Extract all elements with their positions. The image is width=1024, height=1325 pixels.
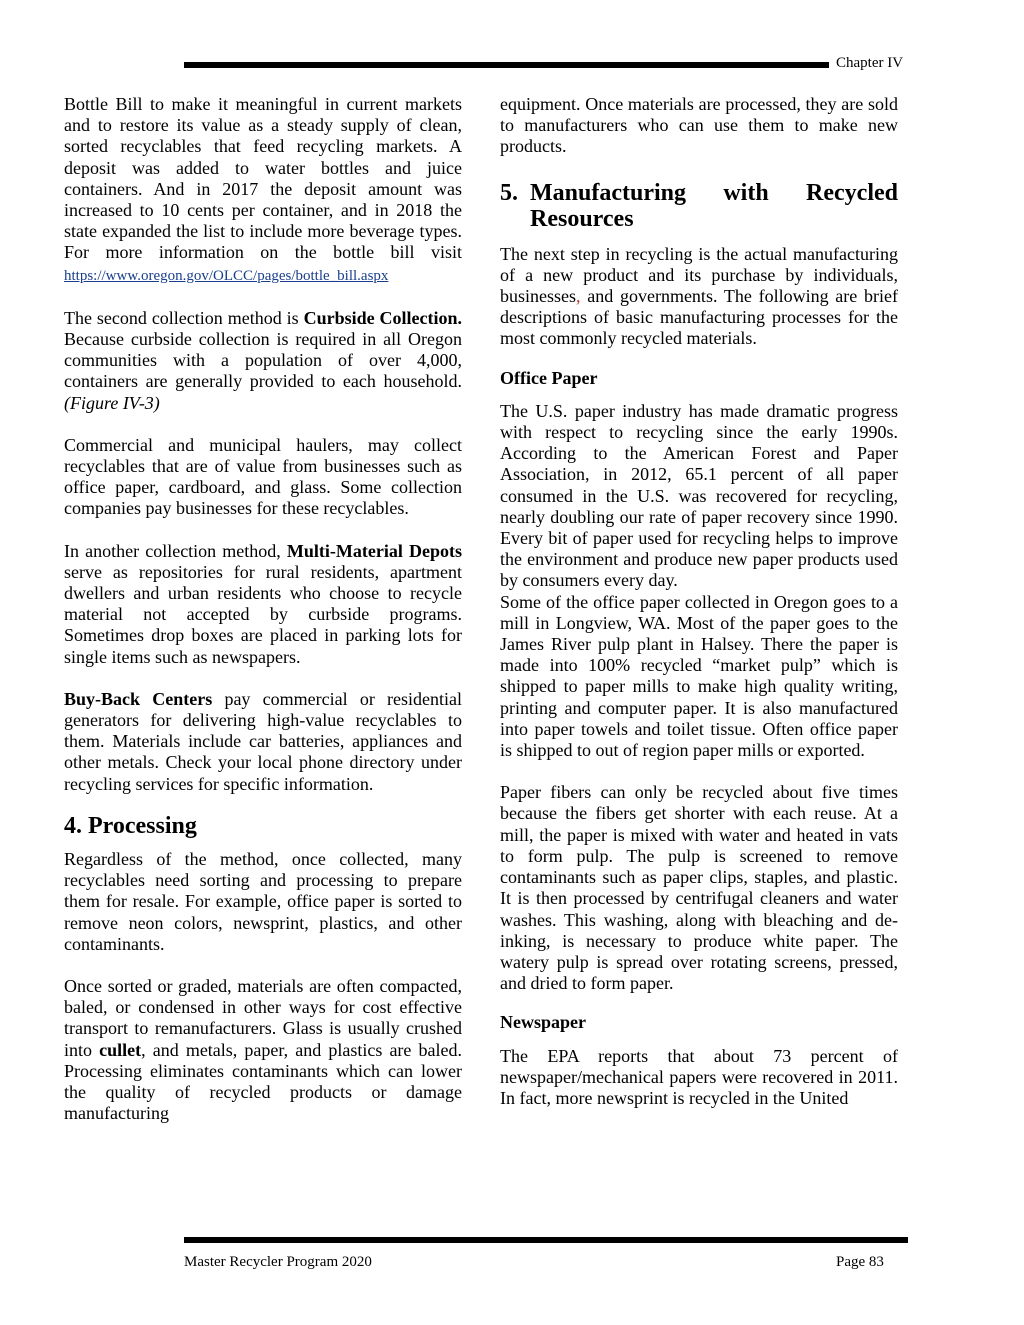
buyback-paragraph: Buy-Back Centers pay commercial or residential generators for delivering high-value recyclables to them. Materials include car batteries, appliances and other metals. Check your local phone directory under recycling services for specific information. xyxy=(64,688,462,794)
depots-paragraph: In another collection method, Multi-Material Depots serve as repositories for rural residents, apartment dwellers and urban residents who choose to recycle material not accepted by curbside programs. Sometimes drop boxes are placed in parking lots for single items such as newspapers. xyxy=(64,540,462,667)
right-column xyxy=(500,94,898,1109)
office-paper-paragraph-2: Some of the office paper collected in Oregon goes to a mill in Longview, WA. Most of the paper goes to the James River pulp plant in Halsey. There the paper is made into 100% recycled “market pulp” which is shipped to paper mills to make high quality writing, printing and computer paper. It is also manufactured into paper towels and toilet tissue. Often office paper is shipped to out of region paper mills or exported. xyxy=(500,591,898,761)
header-rule xyxy=(184,62,829,68)
footer-rule xyxy=(184,1237,908,1243)
office-paper-heading: Office Paper xyxy=(500,367,598,388)
curbside-paragraph: The second collection method is Curbside Collection. Because curbside collection is required in all Oregon communities with a population of over 4,000, containers are generally provided to each household. (Figure IV-3) xyxy=(64,307,463,413)
left-column xyxy=(64,94,462,1124)
commercial-haulers-paragraph: Commercial and municipal haulers, may collect recyclables that are of value from businesses such as office paper, cardboard, and glass. Some collection companies pay businesses for these recyclables. xyxy=(64,434,462,519)
manufacturing-heading: 5. Manufacturing with Recycled Resources xyxy=(500,179,898,232)
figure-reference: (Figure IV-3) xyxy=(64,392,160,413)
bottle-bill-paragraph xyxy=(64,94,462,287)
manufacturing-paragraph: The next step in recycling is the actual manufacturing of a new product and its purchase by individuals, businesses, and governments. The following are brief descriptions of basic manufacturing processes for the most commonly recycled materials. xyxy=(500,243,898,349)
depots-term: Multi-Material Depots xyxy=(286,540,462,561)
bottle-bill-link[interactable]: https://www.oregon.gov/OLCC/pages/bottle_bill.aspx xyxy=(64,267,389,284)
page-number: Page 83 xyxy=(836,1254,884,1270)
newspaper-paragraph: The EPA reports that about 73 percent of newspaper/mechanical papers were recovered in 2011. In fact, more newsprint is recycled in the United xyxy=(500,1045,898,1108)
processing-paragraph-1: Regardless of the method, once collected, many recyclables need sorting and processing to prepare them for resale. For example, office paper is sorted to remove neon colors, newsprint, plastics, and other contaminants. xyxy=(64,848,462,954)
footer-program: Master Recycler Program 2020 xyxy=(184,1254,372,1270)
office-paper-paragraph-1: The U.S. paper industry has made dramatic progress with respect to recycling since the early 1990s. According to the American Forest and Paper Association, in 2012, 65.1 percent of all paper consumed in the U.S. was recovered for recycling, nearly doubling our rate of paper recovery since 1990. Every bit of paper used for recycling helps to improve the environment and produce new paper products used by consumers every day. xyxy=(500,400,898,591)
paper-fibers-paragraph: Paper fibers can only be recycled about five times because the fibers get shorter with each reuse. At a mill, the paper is mixed with water and heated in vats to form pulp. The pulp is screened to remove contaminants such as paper clips, staples, and plastic. It is then processed by centrifugal cleaners and water washes. This washing, along with bleaching and de-inking, is necessary to produce white paper. The watery pulp is spread over rotating screens, pressed, and dried to form paper. xyxy=(500,782,898,994)
newspaper-heading: Newspaper xyxy=(500,1012,586,1033)
curbside-term: Curbside Collection. xyxy=(303,307,463,328)
buyback-term: Buy-Back Centers xyxy=(64,688,213,709)
chapter-label: Chapter IV xyxy=(836,55,904,71)
equipment-paragraph: equipment. Once materials are processed, they are sold to manufacturers who can use them to make new products. xyxy=(500,94,898,157)
bottle-bill-text: Bottle Bill to make it meaningful in current markets and to restore its value as a steady supply of clean, sorted recyclables that feed recycling markets. A deposit was added to water bottles and juice containers. And in 2017 the deposit amount was increased to 10 cents per container, and in 2018 the state expanded the list to include more beverage types. For more information on the bottle bill visit xyxy=(64,94,462,263)
processing-paragraph-2: Once sorted or graded, materials are often compacted, baled, or condensed in other ways for cost effective transport to remanufacturers. Glass is usually crushed into cullet, and metals, paper, and plastics are baled. Processing eliminates contaminants which can lower the quality of recycled products or damage manufacturing xyxy=(64,975,462,1124)
processing-heading: 4. Processing xyxy=(64,812,197,839)
cullet-term: cullet xyxy=(99,1039,142,1060)
